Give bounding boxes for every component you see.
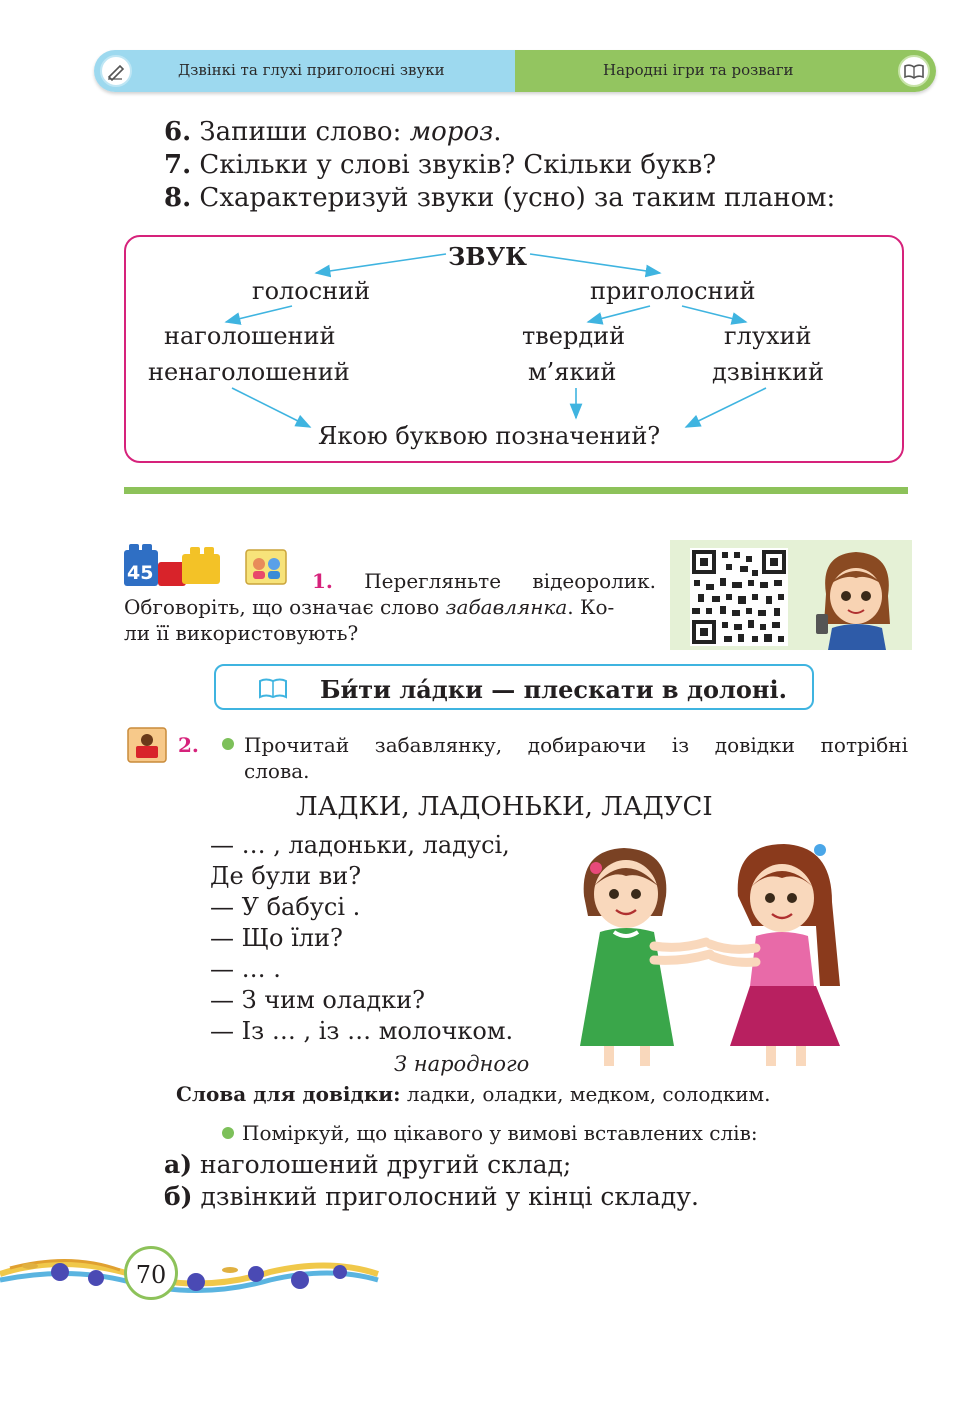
exercise1-number: 1. [312,569,333,593]
poem-line: — Із … , із … молочком. [210,1017,514,1045]
italic-word: забавлянка [445,595,568,619]
scheme-vowel: голосний [252,277,371,305]
page-number-circle [124,1246,178,1300]
arrow-to-vowel [316,254,446,273]
arrow-to-hard [588,306,650,322]
task-italic-word: мороз [409,117,494,147]
think-line: Поміркуй, що цікавого у вимові вставлених слів: [242,1121,758,1145]
poem-line: — Що їли? [210,924,343,952]
task-text: Схарактеризуй звуки (усно) за таким планом: [199,183,836,213]
reading-icon [126,724,170,766]
scheme-question: Якою буквою позначений? [318,422,661,450]
hint-phrase: Би́ти ла́дки [320,675,483,704]
help-words-line [176,1081,770,1107]
girls-clapping-illustration [570,836,846,1068]
exercise2-line2: слова. [244,759,310,783]
scheme-voiced: дзвінкий [712,358,825,386]
exercise2-number: 2. [178,733,199,757]
header-right-title: Народні ігри та розваги [603,61,794,79]
pair-work-icon [244,546,290,588]
lesson-badge: 45 [127,562,154,584]
hint-text [320,675,787,704]
exercise1-line3: ли її використовують? [124,621,359,645]
header-left-title: Дзвінкі та глухі приголосні звуки [178,61,445,79]
wheat-flowers-decoration [0,1244,380,1306]
book-icon [258,677,288,699]
exercise1-line2: Обговоріть, що означає слово забавлянка. Ко- [124,595,615,619]
task-6: 6. Запиши слово: мороз. [164,117,502,147]
bullet-icon [222,738,234,750]
task-number: 6. [164,117,192,147]
arrow-from-unstressed [232,388,310,427]
arrow-from-voiced [686,388,766,427]
exercise2-line1: Прочитай забавлянку, добираючи із довідки потрібні [244,733,908,757]
arrow-to-voiceless [682,306,746,322]
qr-code[interactable] [690,548,788,646]
poem-line: — … . [210,955,281,983]
poem-line: — У бабусі . [210,893,361,921]
hint-definition: — плескати в долоні. [482,675,787,704]
scheme-consonant: приголосний [590,277,756,305]
page-number: 70 [135,1261,167,1289]
think-item-a: а) наголошений другий склад; [164,1150,572,1179]
scheme-voiceless: глухий [724,322,812,350]
exercise1-line1: 1. Перегляньте відеоролик. [312,569,656,593]
arrow-to-consonant [530,254,660,273]
think-item-b: б) дзвінкий приголосний у кінці складу. [164,1182,699,1211]
scheme-arrows [0,0,980,480]
task-number: 8. [164,183,192,213]
poem-line: — … , ладоньки, ладусі, [210,831,510,859]
task-number: 7. [164,150,192,180]
poem-title: ЛАДКИ, ЛАДОНЬКИ, ЛАДУСІ [296,792,713,822]
poem-source: З народного [394,1052,530,1076]
help-words: ладки, оладки, медком, солодким. [400,1082,771,1106]
girl-with-phone-illustration [806,544,910,650]
scheme-unstressed: ненаголошений [148,358,350,386]
task-text: Скільки у слові звуків? Скільки букв? [199,150,717,180]
scheme-root: ЗВУК [448,242,527,271]
scheme-stressed: наголошений [164,322,336,350]
lego-blocks-icon [124,542,224,588]
poem-line: Де були ви? [210,862,362,890]
bullet-icon [222,1127,234,1139]
task-text: Запиши слово: [199,117,410,147]
section-divider [124,487,908,494]
scheme-hard: твердий [522,322,626,350]
arrow-to-stressed [226,306,292,322]
poem-line: — З чим оладки? [210,986,426,1014]
help-label: Слова для довідки: [176,1082,401,1106]
scheme-soft: м’який [528,358,617,386]
